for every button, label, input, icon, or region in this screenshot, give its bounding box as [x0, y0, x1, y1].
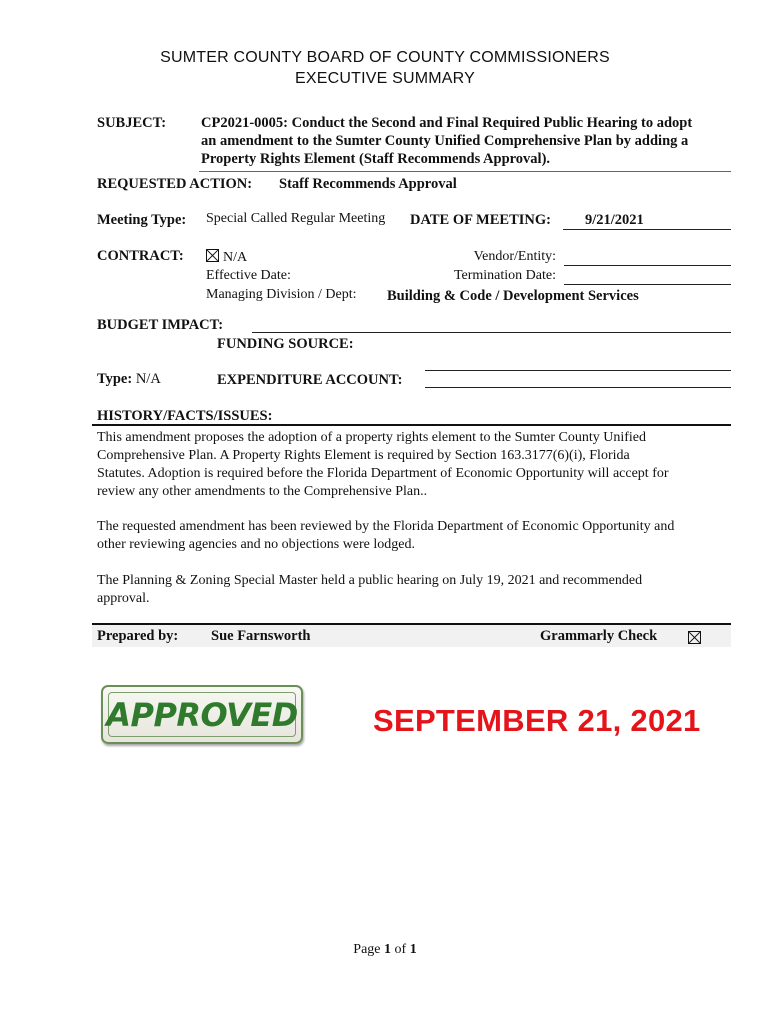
approval-date: SEPTEMBER 21, 2021 [373, 703, 701, 738]
document-subtitle: EXECUTIVE SUMMARY [294, 70, 476, 87]
history-p1-line1: This amendment proposes the adoption of a property rights element to the Sumter County Unified [97, 430, 647, 445]
subject-label: SUBJECT: [97, 115, 167, 131]
history-paragraph-3 [97, 572, 727, 608]
history-rule [92, 424, 731, 426]
page-prefix: Page [353, 942, 385, 957]
history-heading: HISTORY/FACTS/ISSUES: [97, 408, 273, 424]
page-of: of [391, 942, 410, 957]
history-p1-line4: review any other amendments to the Comprehensive Plan.. [97, 484, 428, 499]
budget-type-label: Type: [97, 371, 133, 387]
history-paragraph-1 [97, 429, 727, 501]
history-p1-line3: Statutes. Adoption is required before the Florida Department of Economic Opportunity will accept for [97, 466, 669, 481]
approved-stamp-text: APPROVED [108, 692, 296, 737]
contract-label: CONTRACT: [97, 248, 184, 264]
managing-division-label: Managing Division / Dept: [206, 287, 357, 302]
document-title: SUMTER COUNTY BOARD OF COUNTY COMMISSIONERS [160, 49, 610, 66]
budget-type-value: N/A [135, 371, 161, 387]
expenditure-account-label: EXPENDITURE ACCOUNT: [217, 372, 403, 388]
prepared-by-label: Prepared by: [97, 628, 179, 644]
vendor-label: Vendor/Entity: [473, 249, 556, 264]
history-p3-line1: The Planning & Zoning Special Master held a public hearing on July 19, 2021 and recommended [97, 573, 643, 588]
page-footer [0, 942, 770, 958]
contract-na-label: N/A [223, 250, 248, 265]
subject-rule [199, 171, 731, 172]
grammarly-check-label: Grammarly Check [540, 628, 658, 644]
meeting-date-value: 9/21/2021 [563, 212, 731, 230]
subject-line-1: CP2021-0005: Conduct the Second and Final Required Public Hearing to adopt [201, 115, 693, 131]
checked-box-icon [206, 249, 219, 262]
meeting-type-label: Meeting Type: [97, 212, 187, 228]
termination-date-label: Termination Date: [453, 268, 556, 283]
history-p3-line2: approval. [97, 591, 150, 606]
history-p1-line2: Comprehensive Plan. A Property Rights Element is required by Section 163.3177(6)(i), Florida [97, 448, 630, 463]
approved-stamp [101, 685, 303, 744]
requested-action-label: REQUESTED ACTION: [97, 176, 253, 192]
termination-date-field [564, 284, 731, 285]
vendor-field [564, 265, 731, 266]
requested-action-value: Staff Recommends Approval [279, 176, 457, 192]
meeting-type-value: Special Called Regular Meeting [206, 211, 386, 226]
subject-line-2: an amendment to the Sumter County Unified Comprehensive Plan by adding a [201, 133, 689, 149]
budget-type [97, 371, 161, 388]
funding-source-label: FUNDING SOURCE: [217, 336, 354, 352]
grammarly-checkbox [688, 630, 705, 648]
meeting-date-label: DATE OF MEETING: [410, 212, 551, 228]
subject-line-3: Property Rights Element (Staff Recommends Approval). [201, 151, 551, 167]
budget-impact-field [252, 332, 731, 333]
budget-impact-label: BUDGET IMPACT: [97, 317, 224, 333]
checked-box-icon [688, 631, 701, 644]
effective-date-label: Effective Date: [206, 268, 291, 283]
contract-na [206, 249, 247, 266]
page-number: 1 [384, 942, 392, 957]
managing-division-value: Building & Code / Development Services [387, 288, 639, 304]
history-paragraph-2 [97, 518, 727, 554]
history-p2-line2: other reviewing agencies and no objections were lodged. [97, 537, 416, 552]
prepared-by-rule [92, 623, 731, 625]
history-p2-line1: The requested amendment has been reviewed by the Florida Department of Economic Opportunity and [97, 519, 675, 534]
expenditure-account-field [425, 387, 731, 388]
funding-source-field [425, 370, 731, 371]
page-total: 1 [409, 942, 417, 957]
prepared-by-name: Sue Farnsworth [211, 628, 311, 644]
